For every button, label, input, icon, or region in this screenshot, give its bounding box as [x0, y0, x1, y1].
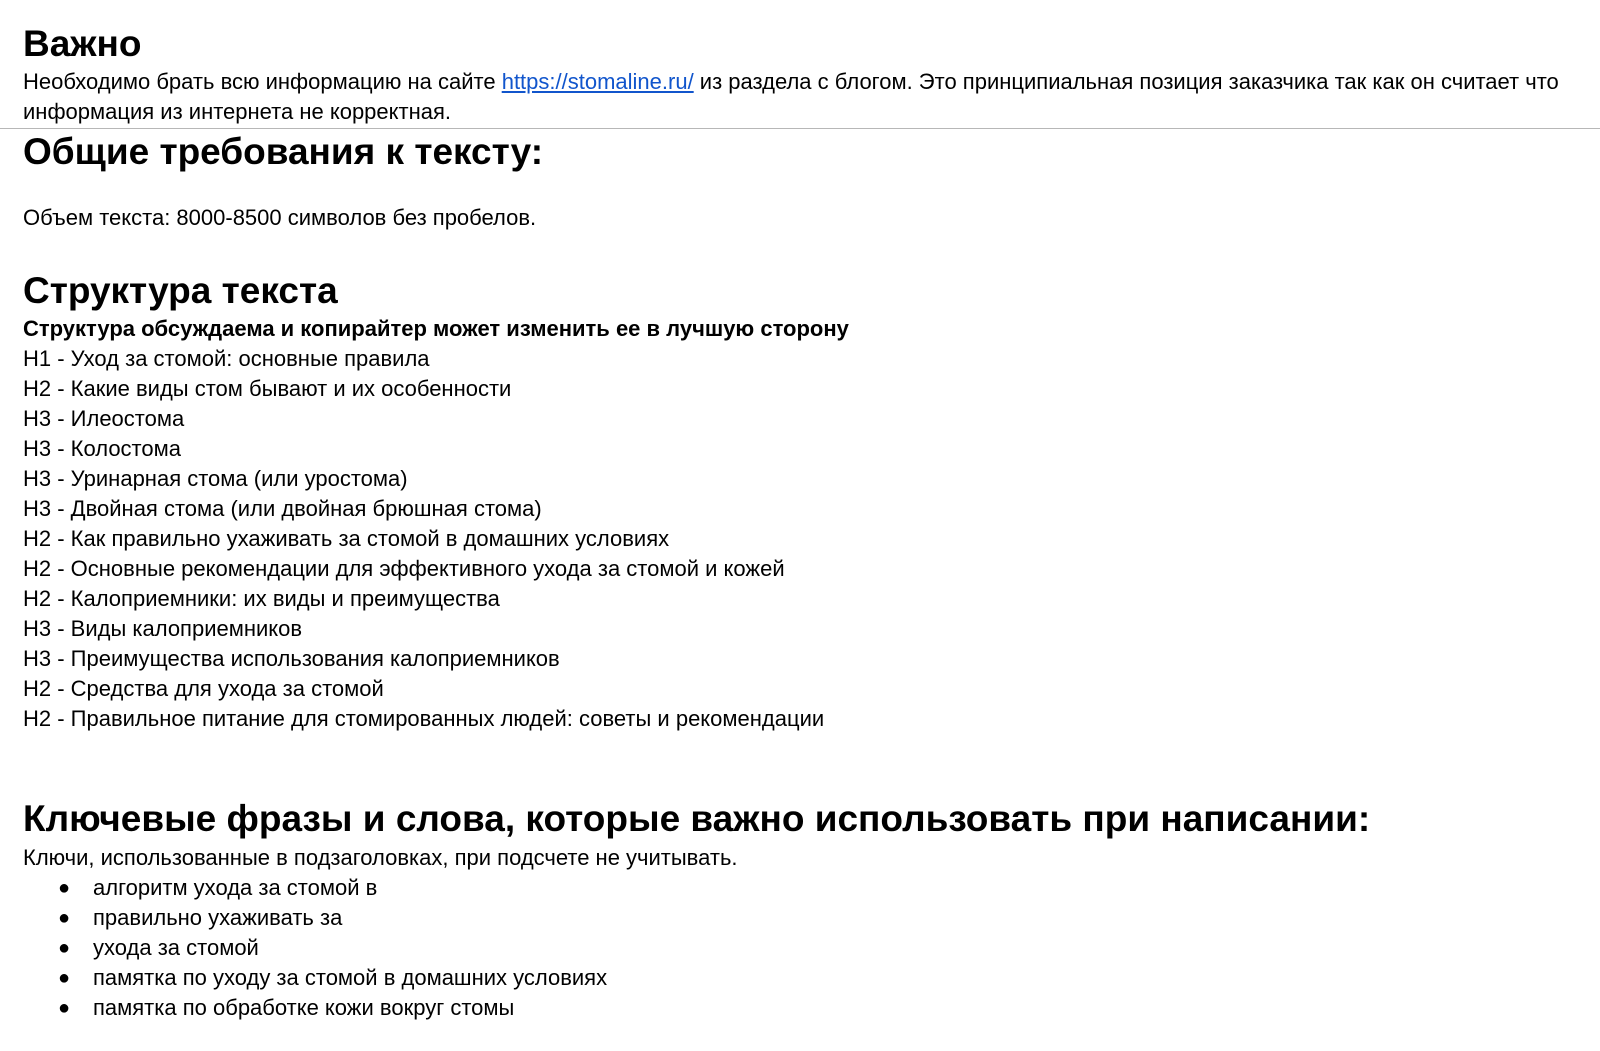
- important-paragraph: [23, 67, 1573, 127]
- key-phrase-text: памятка по уходу за стомой в домашних условиях: [93, 965, 608, 990]
- outline-item: H3 - Илеостома: [23, 406, 185, 431]
- key-phrase-item: [23, 933, 607, 963]
- structure-note: Структура обсуждаема и копирайтер может изменить ее в лучшую сторону: [23, 316, 849, 341]
- outline-item: H3 - Двойная стома (или двойная брюшная стома): [23, 496, 542, 521]
- key-phrase-item: [23, 993, 607, 1023]
- key-phrases-list: [23, 873, 607, 1023]
- section-divider: [0, 128, 1600, 129]
- bullet-icon: ●: [58, 907, 71, 929]
- outline-item: H2 - Средства для ухода за стомой: [23, 676, 384, 701]
- outline-item: H1 - Уход за стомой: основные правила: [23, 346, 430, 371]
- bullet-icon: ●: [58, 937, 71, 959]
- outline-item: H2 - Калоприемники: их виды и преимущества: [23, 586, 500, 611]
- key-phrase-text: алгоритм ухода за стомой в: [93, 875, 378, 900]
- outline-item: H3 - Уринарная стома (или уростома): [23, 466, 408, 491]
- general-requirements-heading: Общие требования к тексту:: [23, 131, 544, 172]
- key-phrase-item: [23, 903, 607, 933]
- outline-item: H2 - Основные рекомендации для эффективного ухода за стомой и кожей: [23, 556, 785, 581]
- outline-item: H3 - Виды калоприемников: [23, 616, 303, 641]
- key-phrase-text: правильно ухаживать за: [93, 905, 343, 930]
- text-volume-line: Объем текста: 8000-8500 символов без пробелов.: [23, 205, 537, 230]
- bullet-icon: ●: [58, 877, 71, 899]
- outline-item: H2 - Правильное питание для стомированных людей: советы и рекомендации: [23, 706, 825, 731]
- key-phrases-heading: Ключевые фразы и слова, которые важно использовать при написании:: [23, 798, 1371, 839]
- outline-item: H3 - Колостома: [23, 436, 181, 461]
- key-phrase-text: ухода за стомой: [93, 935, 259, 960]
- key-phrase-item: [23, 963, 607, 993]
- bullet-icon: ●: [58, 967, 71, 989]
- key-phrase-text: памятка по обработке кожи вокруг стомы: [93, 995, 515, 1020]
- document-page: [23, 0, 1573, 127]
- important-text-after-link: из раздела с блогом. Это принципиальная позиция заказчика так как он считает что информация из интернета не корректная.: [23, 69, 1559, 124]
- outline-item: H2 - Какие виды стом бывают и их особенности: [23, 376, 512, 401]
- key-phrase-item: [23, 873, 607, 903]
- key-phrases-note: Ключи, использованные в подзаголовках, при подсчете не учитывать.: [23, 845, 738, 870]
- important-heading: Важно: [23, 23, 142, 64]
- outline-item: H3 - Преимущества использования калоприемников: [23, 646, 560, 671]
- outline-item: H2 - Как правильно ухаживать за стомой в домашних условиях: [23, 526, 670, 551]
- structure-outline: [23, 314, 849, 734]
- structure-heading: Структура текста: [23, 270, 338, 311]
- stomaline-link[interactable]: https://stomaline.ru/: [501, 69, 694, 94]
- bullet-icon: ●: [58, 997, 71, 1019]
- important-text-before-link: Необходимо брать всю информацию на сайте: [23, 69, 502, 94]
